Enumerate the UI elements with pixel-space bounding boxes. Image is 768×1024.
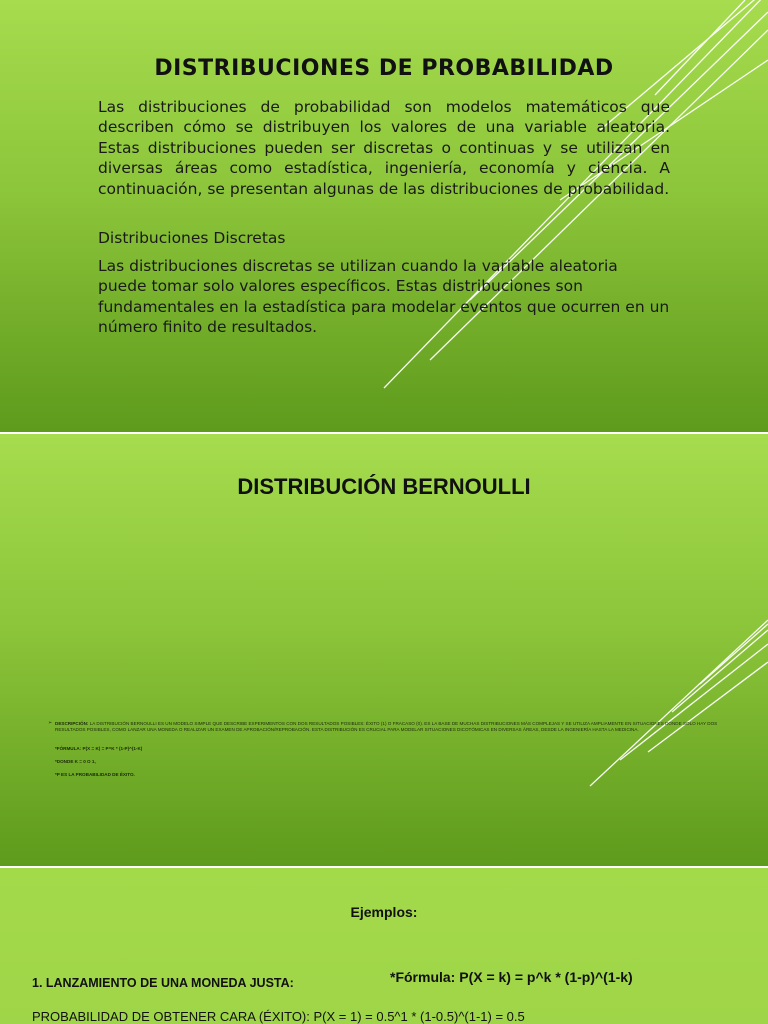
examples-formula: *Fórmula: P(X = k) = p^k * (1-p)^(1-k) bbox=[390, 969, 633, 985]
intro-paragraph: Las distribuciones de probabilidad son modelos matemáticos que describen cómo se distribuyen los valores de una variable aleatoria. Estas distribuciones pueden ser discretas o continuas y se utilizan en diversas áreas como estadística, ingeniería, economía y ciencia. A continuación, se presentan algunas de las distribuciones de probabilidad. bbox=[98, 98, 670, 198]
section-subtitle: Distribuciones Discretas bbox=[98, 229, 286, 247]
bullet-icon: ➢ bbox=[48, 720, 53, 726]
description-label: DESCRIPCIÓN: bbox=[55, 721, 89, 726]
slide-bernoulli bbox=[0, 434, 768, 866]
discrete-paragraph: Las distribuciones discretas se utilizan cuando la variable aleatoria puede tomar solo valores específicos. Estas distribuciones son fundamentales en la estadística para modelar eventos que ocurren en un número finito de resultados. bbox=[98, 257, 670, 337]
description-text: LA DISTRIBUCIÓN BERNOULLI ES UN MODELO SIMPLE QUE DESCRIBE EXPERIMENTOS CON DOS RESULTADOS POSIBLES: ÉXITO (1) O FRACASO (0). ES LA BASE DE MUCHAS DISTRIBUCIONES MÁS COMPLEJAS Y SE UTILIZA AMPLIAMENTE EN SITUACIONES DONDE SOLO HAY DOS RESULTADOS POSIBLES, COMO LANZAR UNA MONEDA O REALIZAR UN EXAMEN DE APROBACIÓN/REPROBACIÓN. ESTA DISTRIBUCIÓN ES CRUCIAL PARA MODELAR SITUACIONES DICOTÓMICAS EN DIVERSAS ÁREAS, DESDE LA INGENIERÍA HASTA LA MEDICINA. bbox=[55, 721, 718, 732]
example-1-title: 1. LANZAMIENTO DE UNA MONEDA JUSTA: bbox=[32, 976, 294, 990]
formula-text: *FÓRMULA: P(X = K) = P^K * (1-P)^(1-K) bbox=[55, 746, 143, 751]
where-line bbox=[48, 759, 718, 765]
page-title: DISTRIBUCIONES DE PROBABILIDAD bbox=[154, 56, 614, 81]
p-definition-line bbox=[48, 772, 718, 778]
slide-intro bbox=[0, 0, 768, 432]
slide-title: DISTRIBUCIÓN BERNOULLI bbox=[237, 474, 531, 499]
examples-heading: Ejemplos: bbox=[350, 904, 418, 920]
p-definition-text: *P ES LA PROBABILIDAD DE ÉXITO. bbox=[55, 772, 135, 777]
slide-examples bbox=[0, 868, 768, 1024]
description-block bbox=[48, 721, 718, 732]
example-1-probability: PROBABILIDAD DE OBTENER CARA (ÉXITO): P(X = 1) = 0.5^1 * (1-0.5)^(1-1) = 0.5 bbox=[32, 1009, 525, 1024]
where-text: *DONDE K = 0 O 1, bbox=[55, 759, 96, 764]
formula-line bbox=[48, 746, 718, 752]
